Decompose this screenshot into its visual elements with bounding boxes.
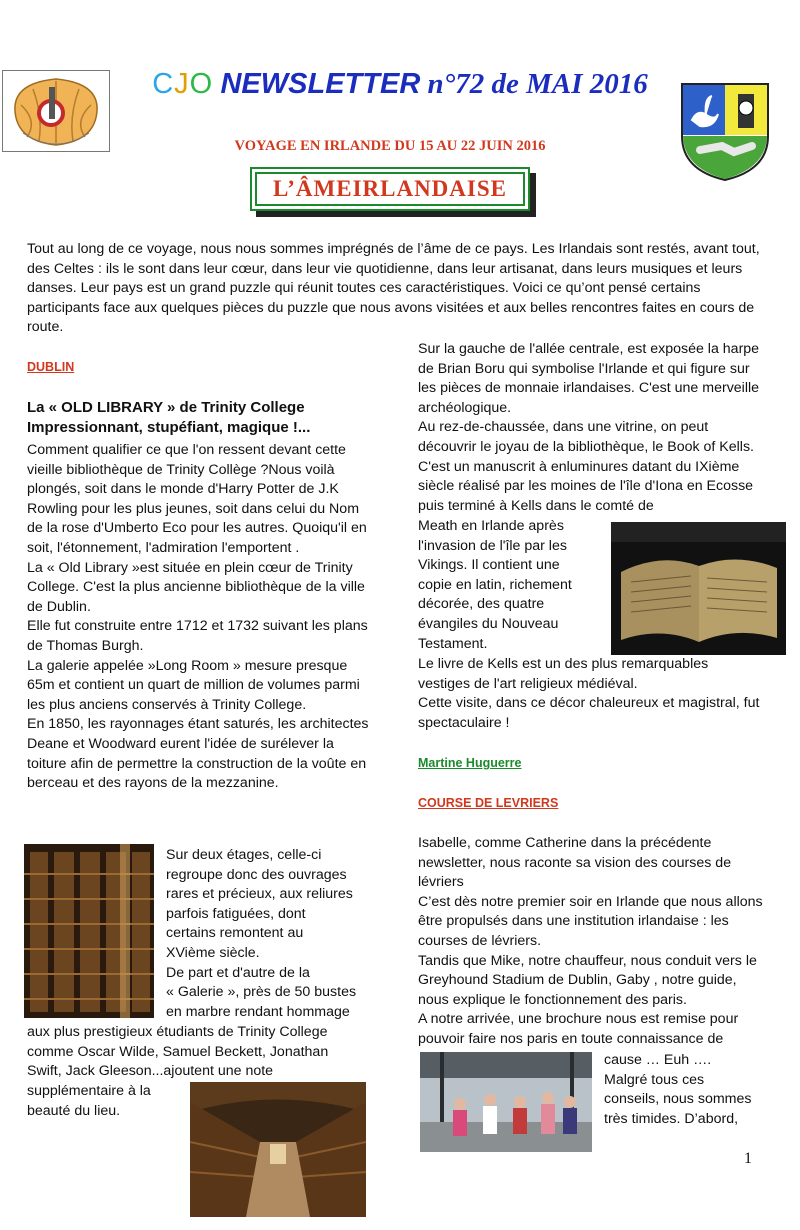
section-link-course-de-levriers[interactable]: COURSE DE LEVRIERS [418,796,559,810]
left-closing-text: supplémentaire à la beauté du lieu. [27,1083,151,1119]
library-shelves-photo [24,844,154,1018]
section-link-dublin[interactable]: DUBLIN [27,360,75,374]
author-link[interactable]: Martine Huguerre [418,756,522,770]
boxed-title-text: L’ÂME IRLANDAISE [255,172,525,206]
greyhound-stadium-photo [420,1052,592,1152]
book-of-kells-photo [611,522,786,655]
club-logo-left [2,70,110,152]
beside-book-text: Meath en Irlande après l'invasion de l'île par les Vikings. Il contient une copie en latin, richement décorée, des quatre évangiles du Nouveau Testament. [418,518,572,652]
trip-subtitle: VOYAGE EN IRLANDE DU 15 AU 22 JUIN 2016 [234,138,546,154]
boxed-title [250,167,530,211]
masthead-newsletter: NEWSLETTER [220,68,421,100]
right-column-text-top: Sur la gauche de l'allée centrale, est exposée la harpe de Brian Boru qui symbolise l'Irlande et qui figure sur les pièces de monnaie irlandaises. C'est une merveille archéologique. Au rez-de-chaussée, dans une vitrine, on peut découvrir le joyau de la bibliothèque, le Book of Kells. C'est un manuscrit à enluminures datant du IXième siècle réalisé par les moines de l'île d'Iona en Ecosse puis terminé à Kells dans le comté de [418,341,760,514]
newsletter-masthead [120,68,680,101]
right-column-text-bottom: Isabelle, comme Catherine dans la précédente newsletter, nous raconte sa vision des courses de lévriers C’est dès notre premier soir en Irlande que nous allons être propulsés dans une institution irlandaise : les courses de lévriers. Tandis que Mike, notre chauffeur, nous conduit vers le Greyhound Stadium de Dublin, Gaby , notre guide, nous explique le fonctionnement des paris. A notre arrivée, une brochure nous est remise pour pouvoir faire nos paris en toute connaissance de [418,835,763,1047]
left-column-text: Comment qualifier ce que l'on ressent devant cette vieille bibliothèque de Trinity Collège ?Nous voilà plongés, soit dans le monde d'Harry Potter de J.K Rowling pour les plus jeunes, soit dans celui du Nom de la rose d'Umberto Eco pour les autres. Quoiqu'il en soit, l'étonnement, l'admiration l'emportent . La « Old Library »est située en plein cœur de Trinity College. C'est la plus ancienne bibliothèque de la ville de Dublin. Elle fut construite entre 1712 et 1732 suivant les plans de Thomas Burgh. La galerie appelée »Long Room » mesure presque 65m et contient un quart de million de volumes parmi les plus anciens conservés à Trinity College. En 1850, les rayonnages étant saturés, les architectes Deane et Woodward eurent l'idée de surélever la toiture afin de permettre la construction de la voûte en berceau et des rayons de la mezzanine. [27,442,369,792]
beside-stadium-text: cause … Euh …. Malgré tous ces conseils, nous sommes très timides. D’abord, [604,1052,752,1127]
left-full-width-lines: aux plus prestigieux étudiants de Trinity College comme Oscar Wilde, Samuel Beckett, Jonathan Swift, Jack Gleeson...ajoutent une note [27,1024,329,1080]
intro-paragraph: Tout au long de ce voyage, nous nous sommes imprégnés de l’âme de ce pays. Les Irlandais sont restés, avant tout, des Celtes : ils le sont dans leur cœur, dans leur vie quotidienne, dans leur artisanat, dans leurs musiques et leurs danses. Leur pays est un grand puzzle qui réunit toutes ces caractéristiques. Voici ce qu’ont pensé certains participants face aux quelques pièces du puzzle que nous avons visitées et aux belles rencontres faites en cours de route. [27,241,760,336]
article-heading: La « OLD LIBRARY » de Trinity College Impressionnant, stupéfiant, magique !... [27,399,311,436]
page-number: 1 [744,1150,752,1167]
town-crest-logo [678,80,772,182]
long-room-photo [190,1082,366,1217]
masthead-cjo: CJO [152,68,214,100]
right-column-text-mid: Le livre de Kells est un des plus remarquables vestiges de l'art religieux médiéval. Cette visite, dans ce décor chaleureux et magistral, fut spectaculaire ! [418,656,760,731]
masthead-issue: n°72 de MAI 2016 [427,68,648,100]
beside-photo-text: Sur deux étages, celle-ci regroupe donc des ouvrages rares et précieux, aux reliures parfois fatiguées, dont certains remontent au XVième siècle. De part et d'autre de la « Galerie », près de 50 bustes en marbre rendant hommage [166,847,357,1020]
